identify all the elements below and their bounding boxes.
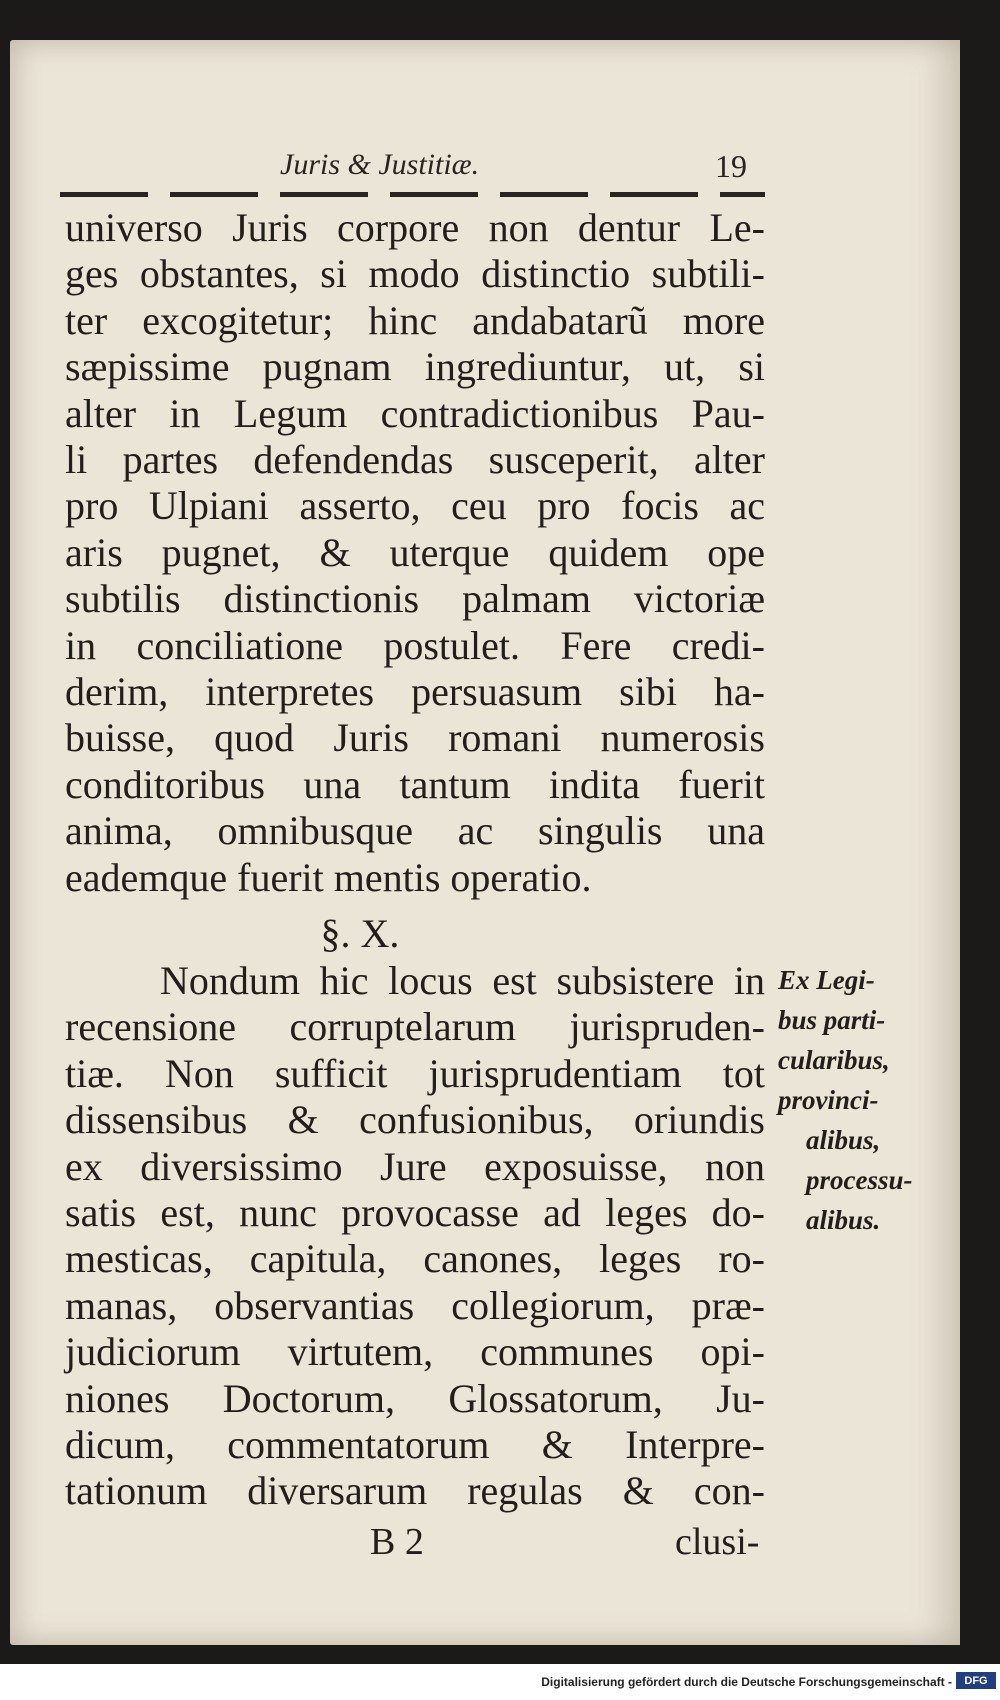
text-line: ter excogitetur; hinc andabatarũ more [65,297,765,343]
margin-note-line: bus parti- [778,1005,886,1035]
text-line: eademque fuerit mentis operatio. [65,854,592,900]
margin-note-line: alibus, [806,1125,881,1155]
dfg-logo: DFG [956,1672,996,1689]
text-line: niones Doctorum, Glossatorum, Ju- [65,1375,765,1421]
paragraph-2 [65,958,765,1515]
running-header: Juris & Justitiæ. [280,148,480,181]
text-line: satis est, nunc provocasse ad leges do- [65,1190,765,1236]
section-heading: §. X. [320,911,400,956]
text-line: alter in Legum contradictionibus Pau- [65,390,765,436]
text-line: ex diversissimo Jure exposuisse, non [65,1143,765,1189]
text-line: universo Juris corpore non dentur Le- [65,205,765,250]
text-line: pro Ulpiani asserto, ceu pro focis ac [65,483,765,529]
header-rule [60,192,765,197]
margin-note-line: cularibus, [778,1045,890,1075]
text-line: buisse, quod Juris romani numerosis [65,715,765,761]
text-line: mesticas, capitula, canones, leges ro- [65,1236,765,1282]
text-line: li partes defendendas susceperit, alter [65,437,765,483]
text-line: subtilis distinctionis palmam victoriæ [65,576,765,622]
text-line: derim, interpretes persuasum sibi ha- [65,669,765,715]
digitization-credit: Digitalisierung gefördert durch die Deutsche Forschungsgemeinschaft - [541,1675,952,1689]
text-line: dissensibus & confusionibus, oriundis [65,1097,765,1143]
margin-note-line: processu- [806,1165,913,1195]
page-number: 19 [715,148,747,184]
text-line: dicum, commentatorum & Interpre- [65,1422,765,1468]
body-text-2 [65,958,765,1515]
margin-note-line: Ex Legi- [778,965,875,995]
text-line: tiæ. Non sufficit jurisprudentiam tot [65,1050,765,1096]
text-line: conditoribus una tantum indita fuerit [65,761,765,807]
catchword: clusi- [675,1521,760,1563]
marginal-note [778,960,928,1240]
text-line: Nondum hic locus est subsistere in [160,958,765,1003]
text-line: ges obstantes, si modo distinctio subtili- [65,251,765,297]
text-line: anima, omnibusque ac singulis una [65,808,765,854]
text-line: tationum diversarum regulas & con- [65,1468,765,1514]
text-line: in conciliatione postulet. Fere credi- [65,622,765,668]
margin-note-line: alibus. [806,1205,881,1235]
margin-note-line: provinci- [778,1085,879,1115]
book-page [10,40,960,1645]
signature-mark: B 2 [370,1521,424,1563]
paragraph-1 [65,205,765,901]
text-line: aris pugnet, & uterque quidem ope [65,529,765,575]
text-line: judiciorum virtutem, communes opi- [65,1329,765,1375]
text-line: recensione corruptelarum jurispruden- [65,1004,765,1050]
body-text [65,205,765,901]
text-line: manas, observantias collegiorum, præ- [65,1282,765,1328]
text-line: sæpissime pugnam ingrediuntur, ut, si [65,344,765,390]
